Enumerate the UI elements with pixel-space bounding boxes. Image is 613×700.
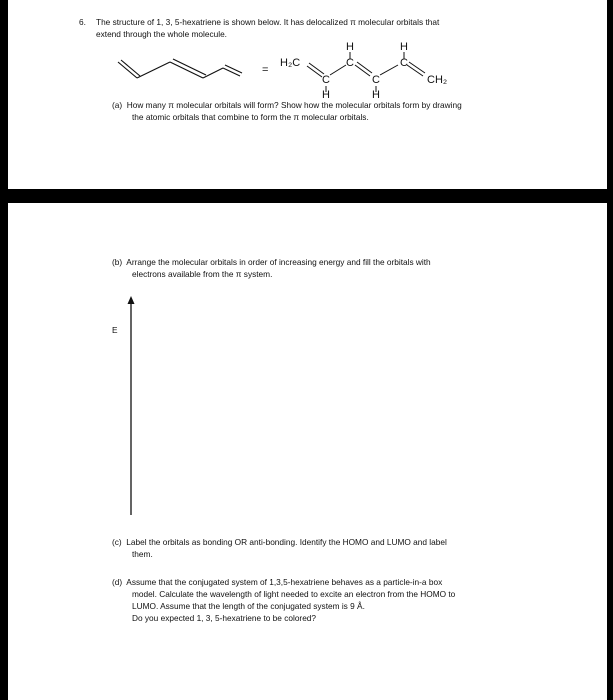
part-c-line2: them.: [132, 549, 153, 559]
bond-5: [223, 68, 240, 76]
part-d-line4: Do you expected 1, 3, 5-hexatriene to be colored?: [132, 613, 317, 623]
carbon-3: C: [346, 57, 354, 69]
bond-4: [203, 68, 223, 78]
hydrogen-bottom-2: H: [372, 89, 380, 101]
cbond-4: [380, 65, 398, 75]
bond-3: [170, 62, 203, 78]
part-c-line1: (c) Label the orbitals as bonding OR anti-bonding. Identify the HOMO and LUMO and label: [112, 537, 447, 547]
part-d-line1: (d) Assume that the conjugated system of 1,3,5-hexatriene behaves as a particle-in-a box: [112, 577, 443, 587]
bond-1b: [121, 60, 140, 76]
carbon-4: C: [372, 74, 380, 86]
question-number: 6.: [79, 17, 86, 27]
hydrogen-top-2: H: [400, 41, 408, 53]
part-d-line2: model. Calculate the wavelength of light needed to excite an electron from the HOMO to: [132, 589, 456, 599]
bond-1: [118, 62, 137, 78]
part-b-line2: electrons available from the π system.: [132, 269, 273, 279]
part-b-line1: (b) Arrange the molecular orbitals in order of increasing energy and fill the orbitals with: [112, 257, 431, 267]
question-intro-line2: extend through the whole molecule.: [96, 29, 227, 39]
carbon-2: C: [322, 74, 330, 86]
skeletal-formula: [118, 59, 242, 78]
h2c-group: H₂C: [280, 57, 301, 69]
part-a-line2: the atomic orbitals that combine to form the π molecular orbitals.: [132, 112, 369, 122]
bond-2: [137, 62, 170, 78]
energy-axis-label: E: [112, 325, 118, 335]
part-a-line1: (a) How many π molecular orbitals will form? Show how the molecular orbitals form by drawing: [112, 100, 462, 110]
equals-sign: =: [262, 64, 269, 76]
hydrogen-bottom-1: H: [322, 89, 330, 101]
ch2-group: CH₂: [427, 74, 448, 86]
bond-3b: [173, 59, 206, 75]
carbon-5: C: [400, 57, 408, 69]
bond-5b: [225, 65, 242, 73]
cbond-2: [330, 65, 346, 75]
energy-axis-arrowhead: [128, 296, 135, 304]
question-intro-line1: The structure of 1, 3, 5-hexatriene is shown below. It has delocalized π molecular orbitals that: [96, 17, 440, 27]
energy-axis: [128, 296, 135, 515]
hydrogen-top-1: H: [346, 41, 354, 53]
part-d-line3: LUMO. Assume that the length of the conjugated system is 9 Å.: [132, 601, 365, 611]
